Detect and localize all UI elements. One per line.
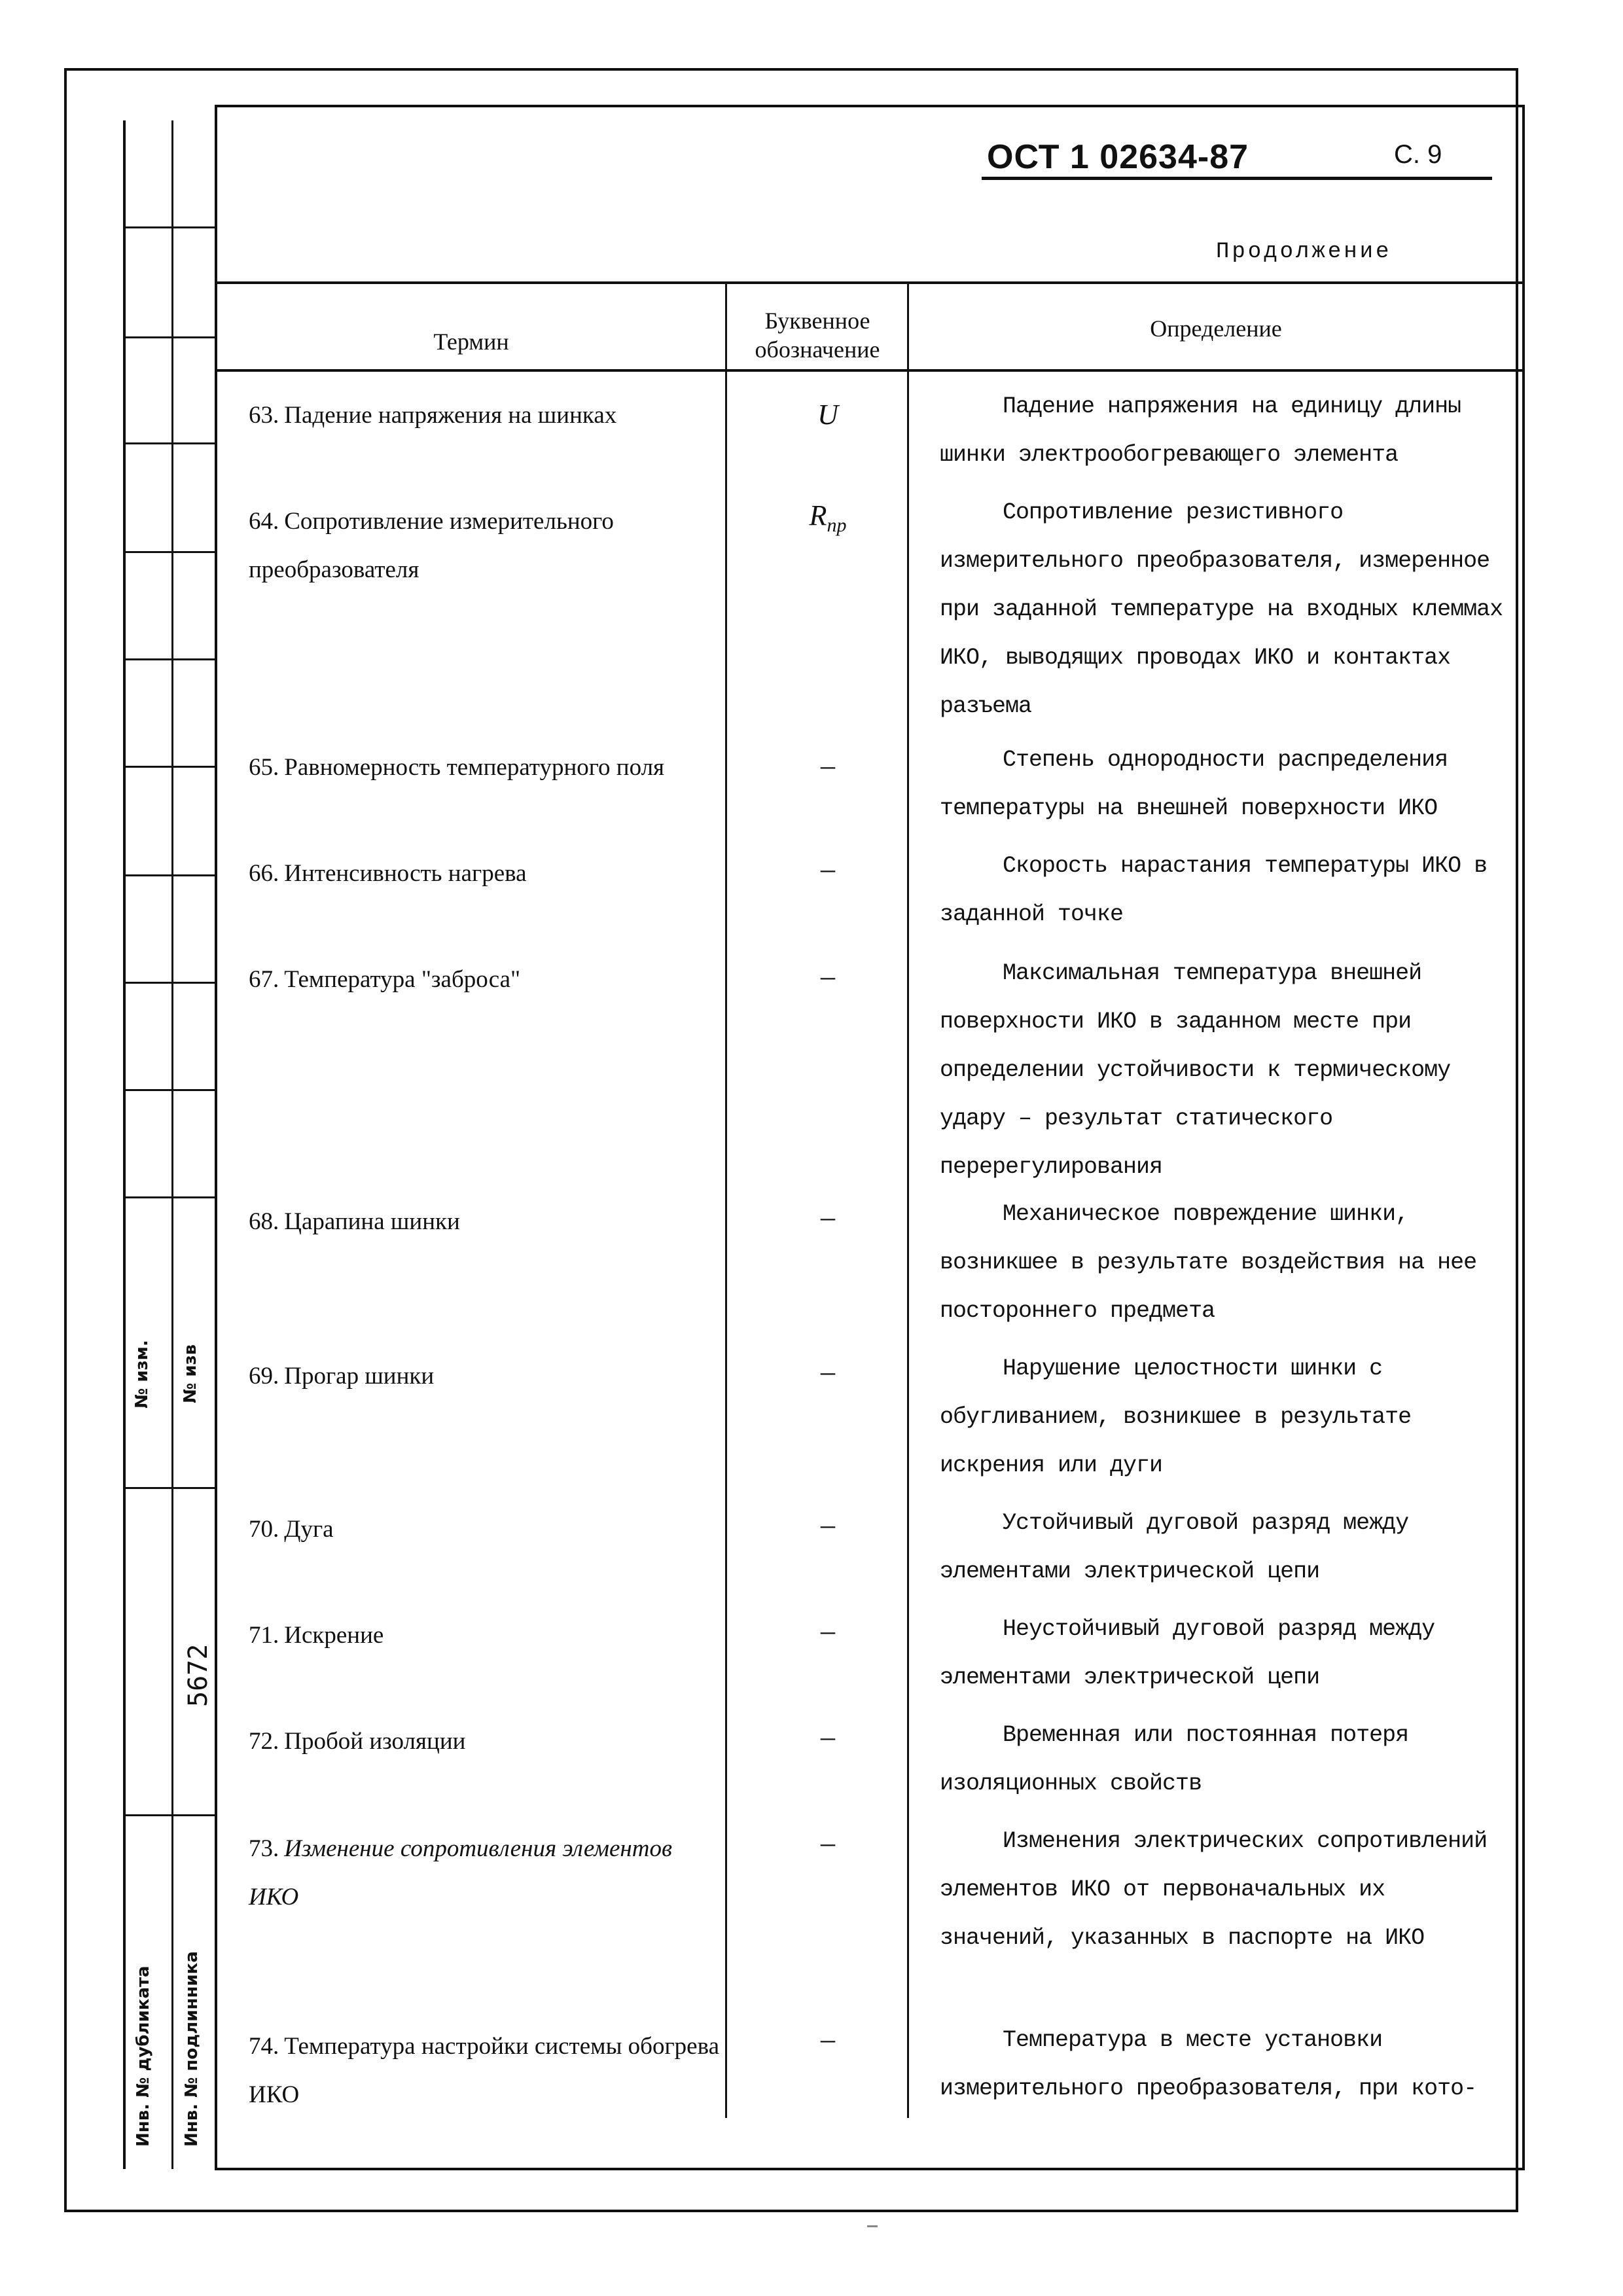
term-row-67: 67. Температура "заброса"	[249, 966, 521, 993]
term-row-74: 74. Температура настройки системы обогрева ИКО	[249, 2033, 720, 2108]
column-header-term: Термин	[433, 329, 509, 355]
column-header-symbol: Буквенное обозначение	[755, 308, 880, 363]
strip-tick	[123, 1089, 217, 1091]
symbol-row-70: –	[821, 1509, 835, 1541]
definition-row-65: Степень однородности распределения температуры на внешней поверхности ИКО	[940, 747, 1448, 821]
symbol-row-64: $R_{пр}$	[809, 499, 847, 536]
strip-tick	[123, 226, 217, 228]
term-row-65: 65. Равномерность температурного поля	[249, 754, 665, 781]
inv-dubl-label: Инв. № дубликата	[134, 1965, 153, 2147]
izm-label: № изм.	[132, 1340, 152, 1408]
symbol-row-68: –	[821, 1201, 835, 1233]
definition-row-67: Максимальная температура внешней поверхности ИКО в заданном месте при определении устойчивости к термическому удару – результат статического перерегулирования	[940, 960, 1451, 1180]
strip-tick	[123, 442, 217, 444]
term-row-63: 63. Падение напряжения на шинках	[249, 402, 617, 429]
document-code: ОСТ 1 02634-87	[987, 138, 1249, 176]
strip-tick	[123, 1487, 217, 1489]
strip-tick	[123, 658, 217, 660]
symbol-row-63: U	[817, 399, 838, 431]
term-row-73: 73. Изменение сопротивления элементов ИКО	[249, 1835, 673, 1910]
page-number: С. 9	[1394, 140, 1442, 169]
term-row-72: 72. Пробой изоляции	[249, 1728, 466, 1755]
column-divider-1	[725, 281, 727, 2118]
definition-row-72: Временная или постоянная потеря изоляционных свойств	[940, 1722, 1409, 1797]
definition-row-73: Изменения электрических сопротивлений элементов ИКО от первоначальных их значений, указанных в паспорте на ИКО	[940, 1828, 1488, 1951]
definition-row-64: Сопротивление резистивного измерительного преобразователя, измеренное при заданной температуре на входных клеммах ИКО, выводящих проводах ИКО и контактах разъема	[940, 499, 1503, 719]
symbol-row-74: –	[821, 2023, 835, 2055]
definition-row-74: Температура в месте установки измерительного преобразователя, при кото-	[940, 2027, 1477, 2102]
symbol-row-71: –	[821, 1615, 835, 1647]
side-strip	[123, 120, 217, 2169]
strip-tick	[123, 874, 217, 876]
side-strip-divider	[171, 120, 173, 2169]
strip-tick	[123, 766, 217, 768]
inv-number: 5672	[183, 1643, 213, 1707]
definition-row-71: Неустойчивый дуговой разряд между элементами электрической цепи	[940, 1616, 1435, 1691]
definition-row-66: Скорость нарастания температуры ИКО в заданной точке	[940, 853, 1488, 927]
term-row-70: 70. Дуга	[249, 1516, 334, 1543]
symbol-row-69: –	[821, 1355, 835, 1388]
definition-row-63: Падение напряжения на единицу длины шинки электрообогревающего элемента	[940, 393, 1461, 468]
symbol-row-66: –	[821, 853, 835, 885]
term-row-69: 69. Прогар шинки	[249, 1363, 435, 1390]
strip-tick	[123, 982, 217, 984]
term-row-68: 68. Царапина шинки	[249, 1208, 460, 1235]
izv-label: № изв	[181, 1344, 200, 1403]
symbol-row-67: –	[821, 960, 835, 992]
column-header-definition: Определение	[1150, 315, 1282, 342]
symbol-row-72: –	[821, 1721, 835, 1753]
definition-row-70: Устойчивый дуговой разряд между элементами электрической цепи	[940, 1510, 1409, 1585]
strip-tick	[123, 336, 217, 338]
header-rule	[982, 177, 1492, 180]
strip-tick	[123, 1814, 217, 1816]
strip-tick	[123, 1196, 217, 1198]
scan-mark	[867, 2225, 878, 2227]
symbol-row-73: –	[821, 1827, 835, 1859]
strip-tick	[123, 551, 217, 553]
table-header-rule	[215, 369, 1525, 372]
term-row-71: 71. Искрение	[249, 1622, 384, 1649]
term-row-64: 64. Сопротивление измерительного преобразователя	[249, 508, 614, 583]
definition-row-68: Механическое повреждение шинки, возникшее в результате воздействия на нее постороннего предмета	[940, 1201, 1477, 1324]
definition-row-69: Нарушение целостности шинки с обугливанием, возникшее в результате искрения или дуги	[940, 1355, 1412, 1479]
term-row-66: 66. Интенсивность нагрева	[249, 860, 527, 887]
table-top-rule	[215, 281, 1525, 284]
symbol-row-65: –	[821, 749, 835, 781]
inv-podl-label: Инв. № подлинника	[182, 1951, 202, 2147]
continuation-label: Продолжение	[1216, 240, 1392, 264]
